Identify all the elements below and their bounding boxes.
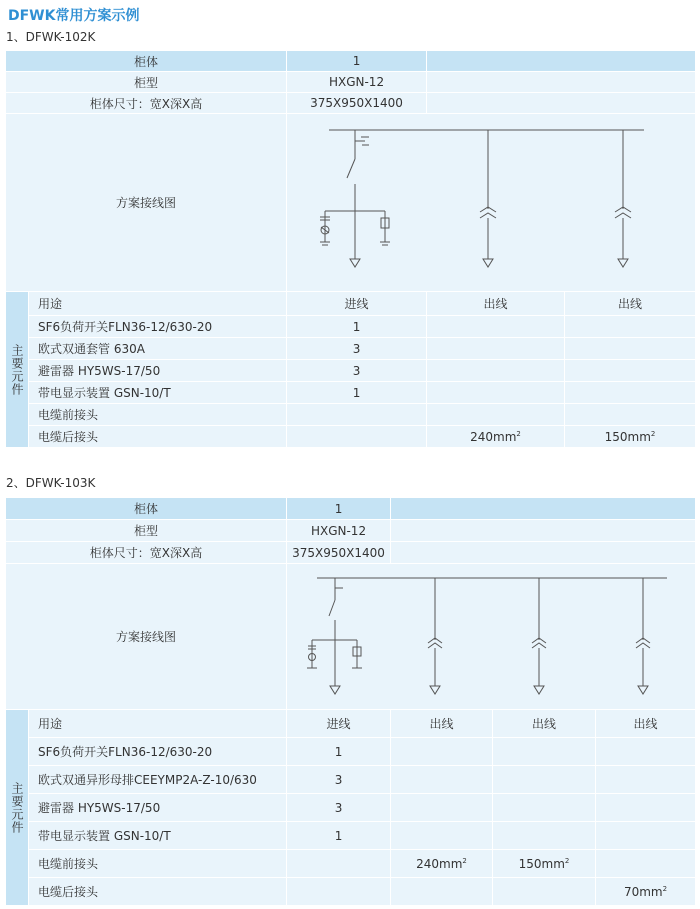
cell (391, 878, 493, 906)
component-name: 电缆前接头 (29, 404, 287, 426)
cell: $240mm^2$ (427, 426, 565, 448)
wiring-diagram-svg (287, 564, 696, 709)
section-2-heading: 2、DFWK-103K (6, 476, 96, 490)
cell (391, 766, 493, 794)
cell: $70mm^2$ (596, 878, 696, 906)
cell: 出线 (596, 710, 696, 738)
component-name: 用途 (29, 710, 287, 738)
cell (493, 766, 596, 794)
cell (565, 382, 696, 404)
cell (596, 794, 696, 822)
section-1-table (5, 50, 696, 448)
component-name: 避雷器 HY5WS-17/50 (29, 360, 287, 382)
component-name: 电缆前接头 (29, 850, 287, 878)
cell (596, 738, 696, 766)
row-value: 375X950X1400 (287, 542, 391, 564)
side-label: 主要元件 (6, 292, 29, 448)
cell (565, 338, 696, 360)
component-name: 电缆后接头 (29, 878, 287, 906)
cell: 3 (287, 360, 427, 382)
cell: 1 (287, 738, 391, 766)
cell (391, 822, 493, 850)
diagram-label: 方案接线图 (6, 564, 287, 710)
cell (493, 738, 596, 766)
cell (493, 794, 596, 822)
component-name: 带电显示装置 GSN-10/T (29, 382, 287, 404)
cell: $150mm^2$ (493, 850, 596, 878)
cell: 出线 (493, 710, 596, 738)
cell (427, 360, 565, 382)
cell (287, 850, 391, 878)
cell: 1 (287, 382, 427, 404)
section-1-heading: 1、DFWK-102K (6, 30, 96, 44)
cell (596, 850, 696, 878)
wiring-diagram-svg (287, 114, 696, 291)
cell (427, 316, 565, 338)
cell (287, 404, 427, 426)
cell: 3 (287, 794, 391, 822)
row-value: 1 (287, 498, 391, 520)
cell (565, 404, 696, 426)
cell: 3 (287, 338, 427, 360)
cell (427, 338, 565, 360)
diagram-label: 方案接线图 (6, 114, 287, 292)
cell: 3 (287, 766, 391, 794)
component-name: 欧式双通异形母排CEEYMP2A-Z-10/630 (29, 766, 287, 794)
page-title: DFWK常用方案示例 (8, 8, 140, 24)
component-name: SF6负荷开关FLN36-12/630-20 (29, 316, 287, 338)
row-label: 柜型 (6, 520, 287, 542)
wiring-diagram (287, 114, 696, 292)
cell: 1 (287, 316, 427, 338)
row-value: 1 (287, 51, 427, 72)
row-value: HXGN-12 (287, 520, 391, 542)
cell: 出线 (391, 710, 493, 738)
row-label: 柜体 (6, 498, 287, 520)
cell (427, 404, 565, 426)
cell (565, 360, 696, 382)
cell (287, 426, 427, 448)
cell (565, 316, 696, 338)
cell (596, 822, 696, 850)
row-label: 柜型 (6, 72, 287, 93)
cell (427, 382, 565, 404)
cell (287, 878, 391, 906)
row-label: 柜体尺寸：宽X深X高 (6, 93, 287, 114)
cell: 进线 (287, 710, 391, 738)
row-label: 柜体尺寸：宽X深X高 (6, 542, 287, 564)
component-name: 电缆后接头 (29, 426, 287, 448)
cell: 出线 (565, 292, 696, 316)
cell (391, 738, 493, 766)
cell (596, 766, 696, 794)
component-name: 避雷器 HY5WS-17/50 (29, 794, 287, 822)
cell: 出线 (427, 292, 565, 316)
component-name: 欧式双通套管 630A (29, 338, 287, 360)
cell (493, 822, 596, 850)
row-label: 柜体 (6, 51, 287, 72)
component-name: SF6负荷开关FLN36-12/630-20 (29, 738, 287, 766)
row-value: HXGN-12 (287, 72, 427, 93)
cell: $150mm^2$ (565, 426, 696, 448)
wiring-diagram (287, 564, 696, 710)
component-name: 用途 (29, 292, 287, 316)
component-name: 带电显示装置 GSN-10/T (29, 822, 287, 850)
cell (493, 878, 596, 906)
row-value: 375X950X1400 (287, 93, 427, 114)
cell: $240mm^2$ (391, 850, 493, 878)
section-2-table (5, 497, 696, 906)
cell (391, 794, 493, 822)
cell: 进线 (287, 292, 427, 316)
cell: 1 (287, 822, 391, 850)
side-label: 主要元件 (6, 710, 29, 906)
